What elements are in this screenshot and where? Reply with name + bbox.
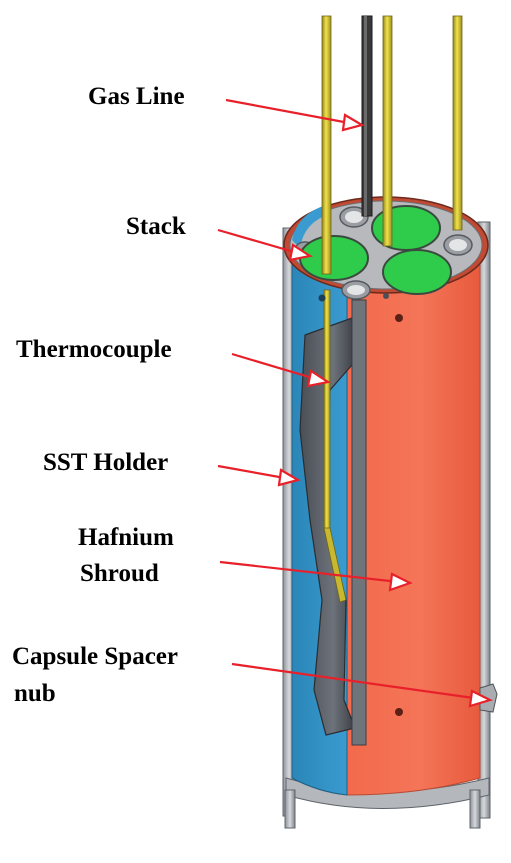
labels [12,83,186,707]
label-hafnium-line1: Hafnium [78,524,174,551]
thermocouple-rod-left [322,16,331,274]
label-sst-holder: SST Holder [43,449,169,476]
label-spacer-line1: Capsule Spacer [12,643,178,670]
shroud-hole [395,314,403,322]
thermocouple-rod-right [453,16,462,230]
hafnium-shroud [347,240,480,795]
label-hafnium-line2: Shroud [80,560,159,587]
thermocouple-rod-center [383,16,392,246]
label-gas-line: Gas Line [88,83,185,110]
thermocouple-rod [324,290,330,530]
holder-hole [319,295,326,302]
arrow-gas-line [226,100,362,130]
label-thermocouple: Thermocouple [16,336,172,363]
label-spacer-line2: nub [14,680,56,707]
label-stack: Stack [126,213,186,240]
shroud-hole [395,708,403,716]
inner-tube [352,300,366,745]
